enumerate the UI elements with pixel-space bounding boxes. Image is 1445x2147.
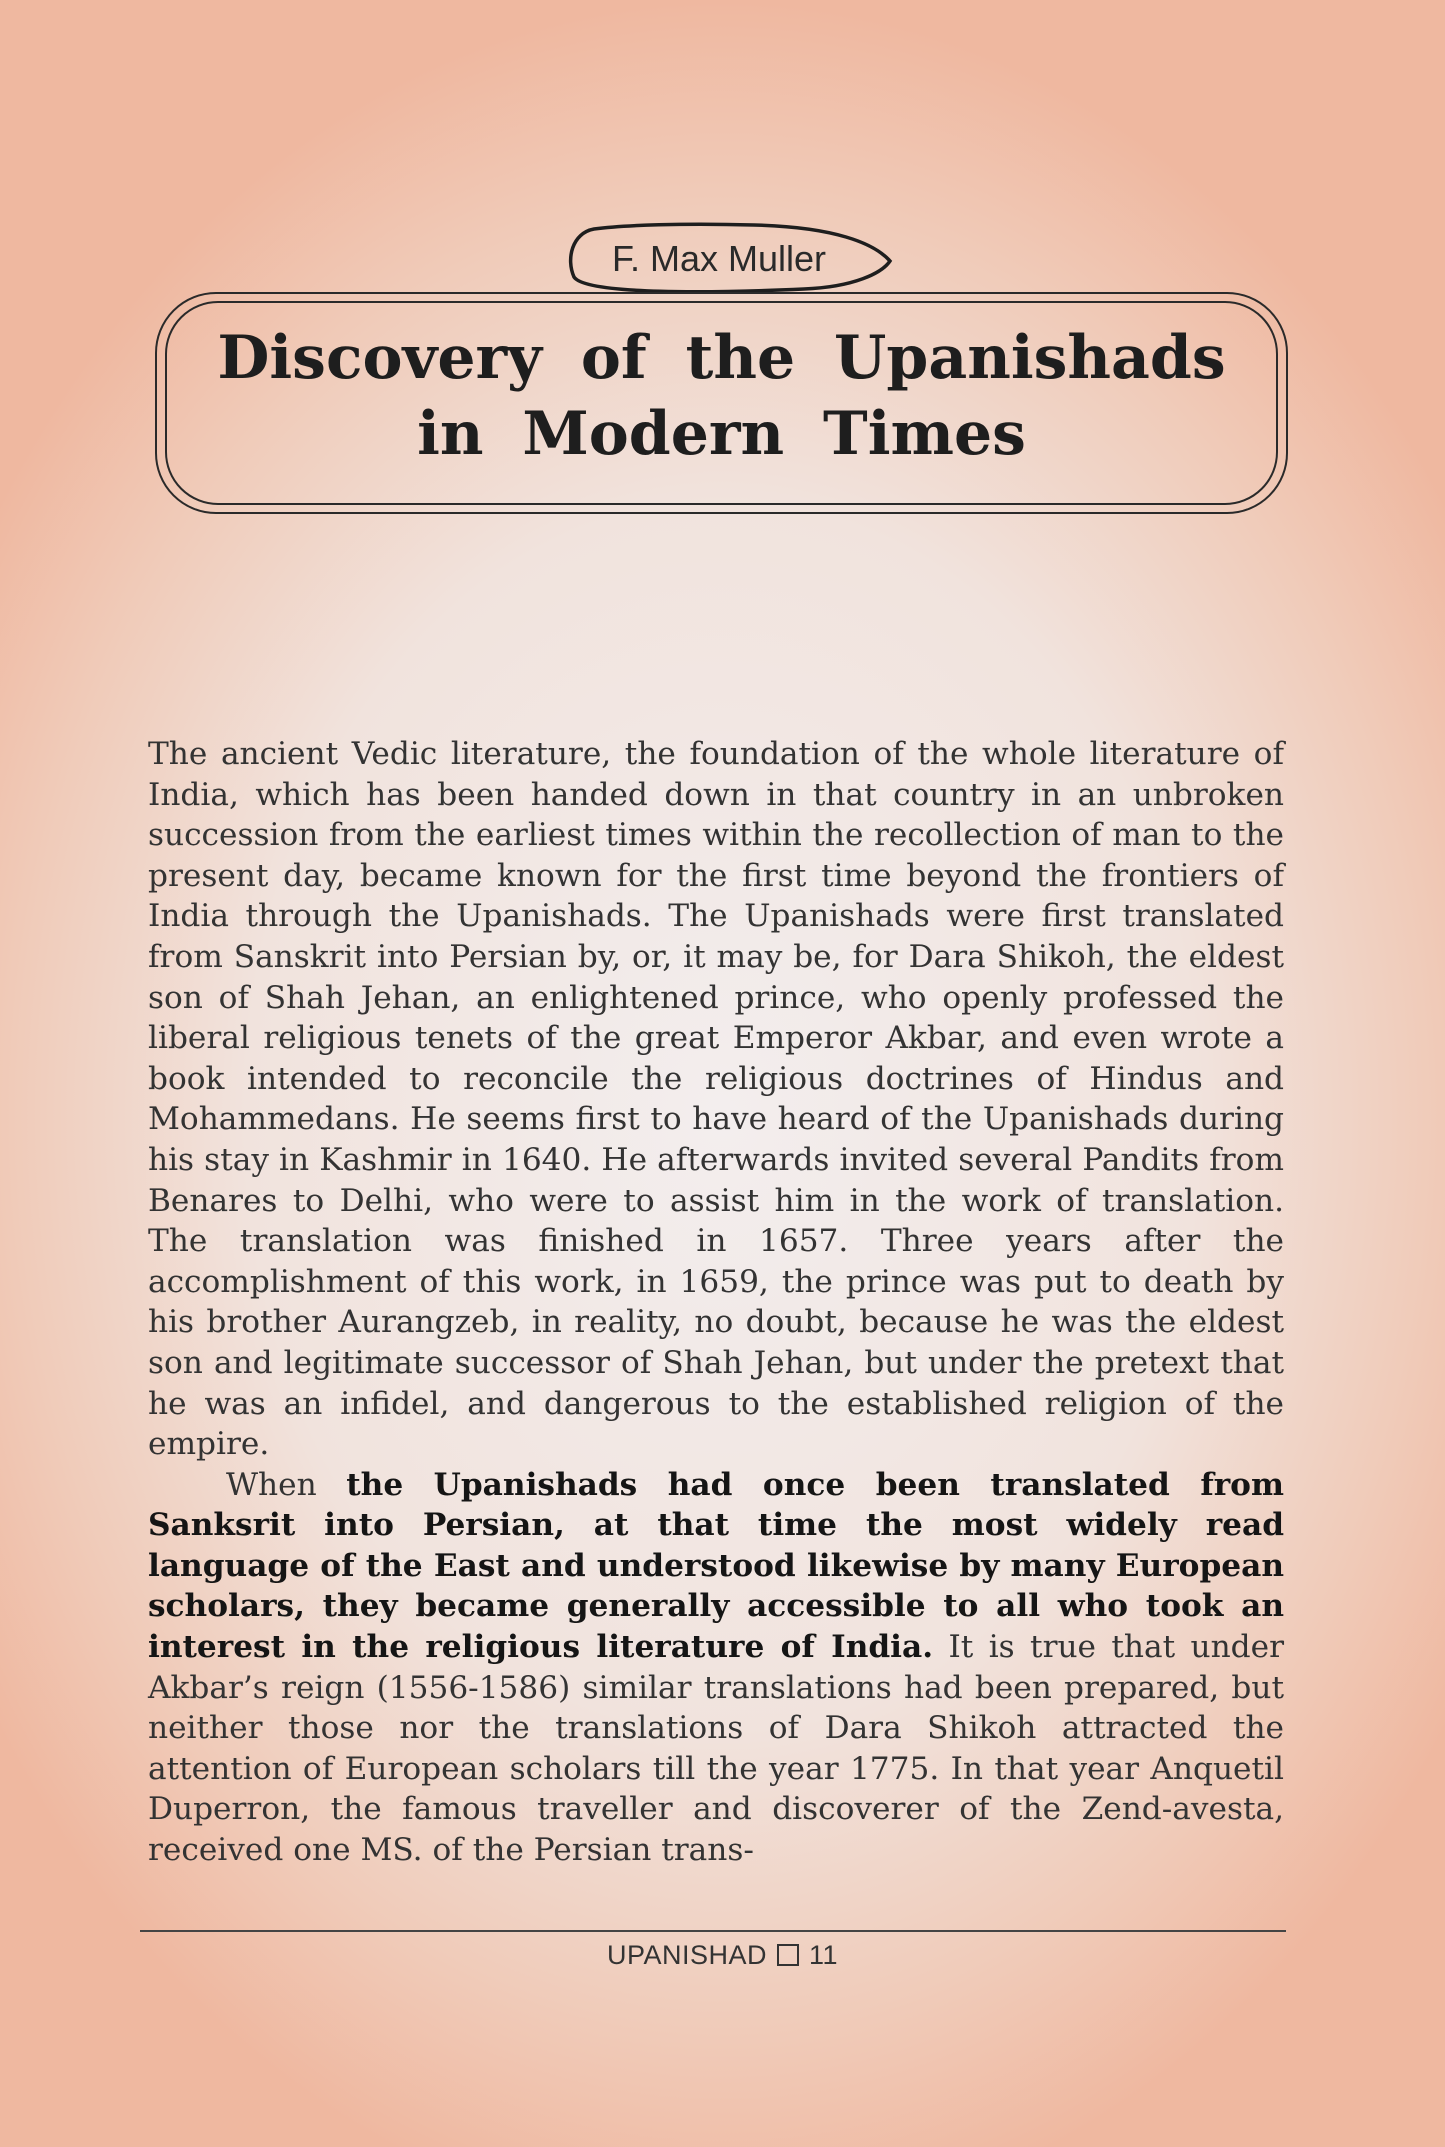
paragraph-2-start: When — [226, 1466, 347, 1503]
title-box — [153, 290, 1290, 516]
author-badge — [564, 221, 894, 297]
body-text — [148, 734, 1284, 1871]
title-line-2: in Modern Times — [417, 399, 1026, 469]
footer-divider — [140, 1930, 1286, 1932]
chapter-title — [153, 320, 1290, 472]
page-footer — [0, 1940, 1445, 1971]
footer-book-title: UPANISHAD — [606, 1940, 767, 1970]
title-line-1: Discovery of the Upanishads — [217, 323, 1226, 393]
author-name: F. Max Muller — [611, 238, 827, 279]
paragraph-2-rest: It is true that under Akbar’s reign (1556-1586) similar translations had been prepared, but neither those nor the translations of Dara Shikoh attracted the attention of European scholars till the year 1775. In that year Anquetil Duperron, the famous traveller and discoverer of the Zend-avesta, received one MS. of the Persian trans- — [148, 1629, 1284, 1869]
paragraph-1: The ancient Vedic literature, the foundation of the whole literature of India, which has been handed down in that country in an unbroken succession from the earliest times within the recollection of man to the present day, became known for the first time beyond the frontiers of India through the Upanishads. The Upanishads were first translated from Sanskrit into Persian by, or, it may be, for Dara Shikoh, the eldest son of Shah Jehan, an enlightened prince, who openly professed the liberal religious tenets of the great Emperor Akbar, and even wrote a book intended to reconcile the religious doctrines of Hindus and Mohammedans. He seems first to have heard of the Upanishads during his stay in Kashmir in 1640. He afterwards invited several Pandits from Benares to Delhi, who were to assist him in the work of translation. The translation was finished in 1657. Three years after the accomplishment of this work, in 1659, the prince was put to death by his brother Aurangzeb, in reality, no doubt, because he was the eldest son and legitimate successor of Shah Jehan, but under the pretext that he was an infidel, and dangerous to the established religion of the empire. — [148, 736, 1284, 1463]
paragraph-2-bold: the Upanishads had once been translated from Sanksrit into Persian, at that time the most widely read language of the East and understood likewise by many European scholars, they became generally accessible to all who took an interest in the religious literature of India. — [148, 1466, 1284, 1666]
square-icon — [777, 1944, 799, 1966]
page-number: 11 — [809, 1940, 839, 1970]
paragraph-2 — [148, 1465, 1284, 1871]
